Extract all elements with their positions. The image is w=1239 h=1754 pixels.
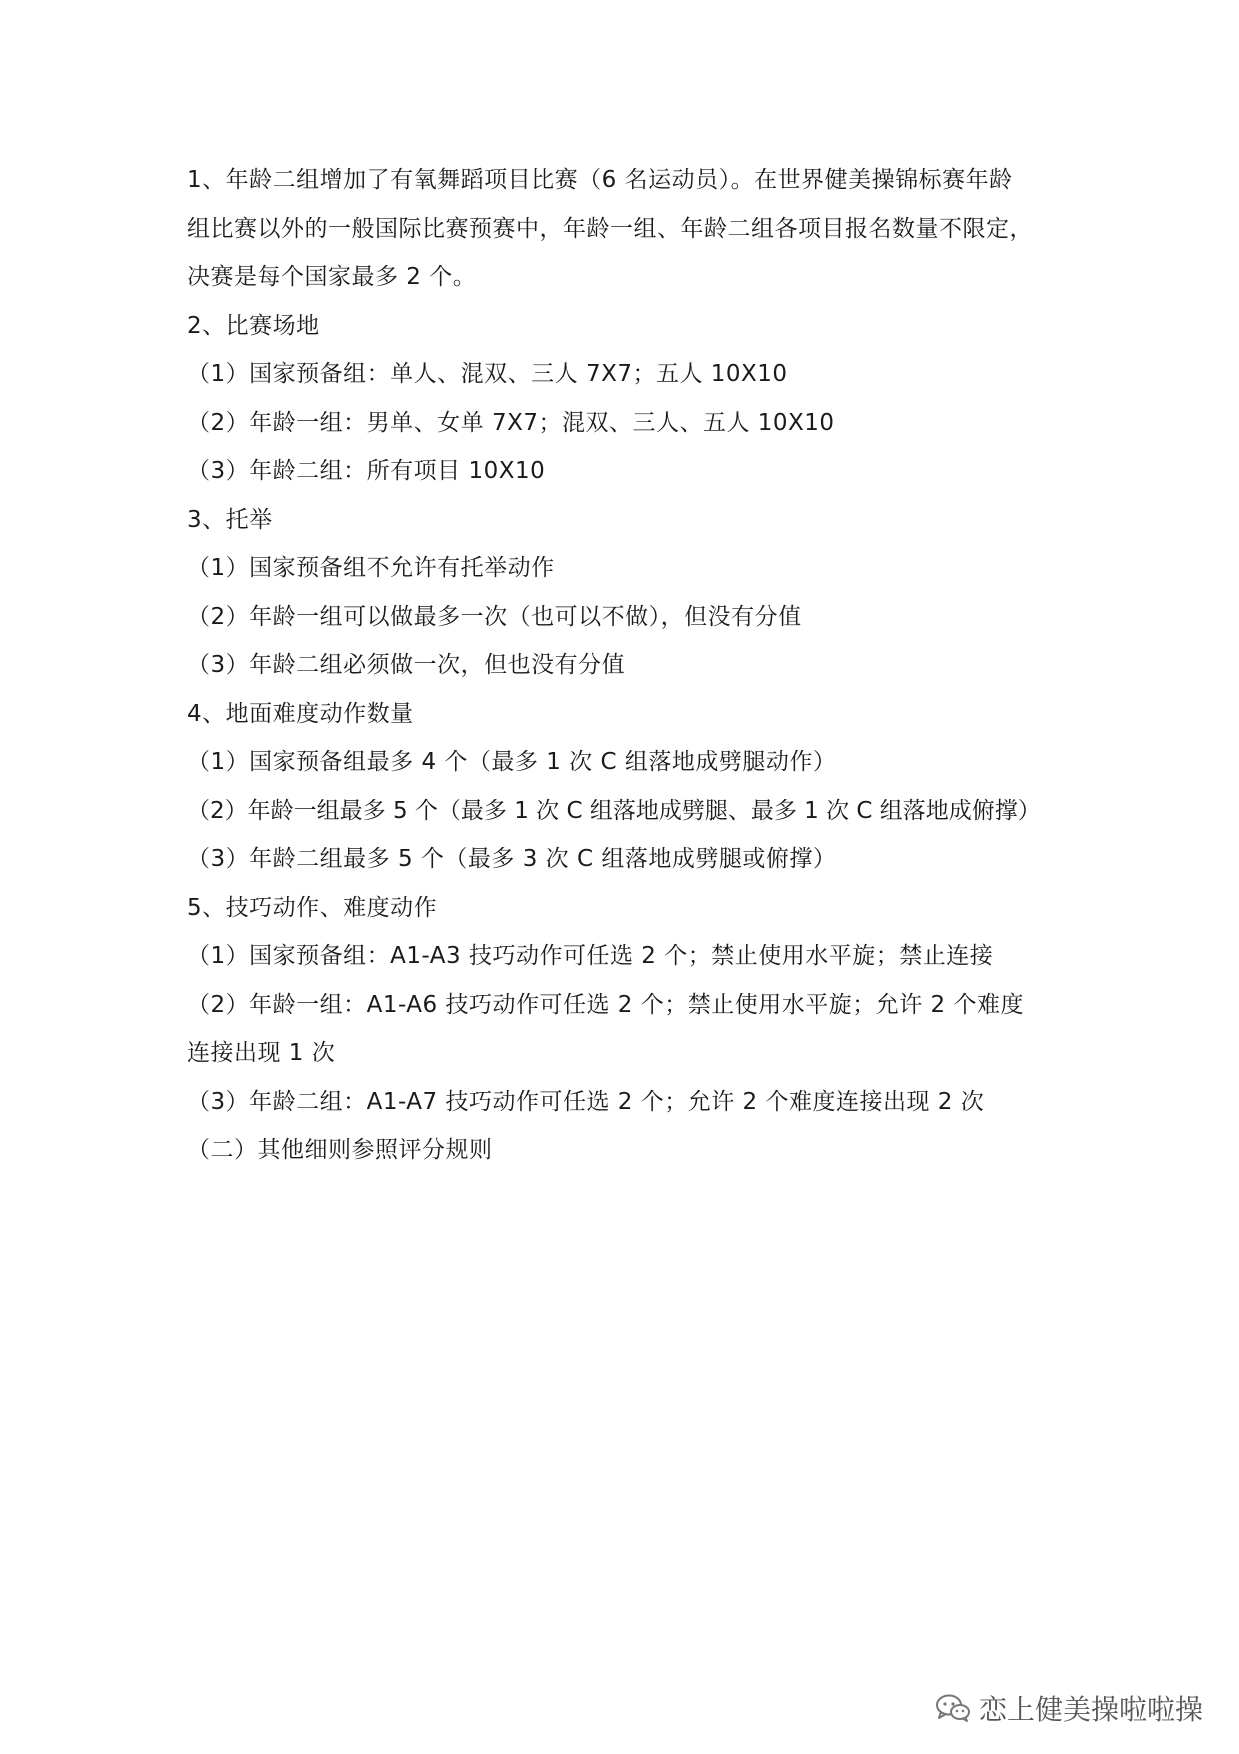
text-line: 组比赛以外的一般国际比赛预赛中，年龄一组、年龄二组各项目报名数量不限定， xyxy=(187,215,1033,242)
text-line: （1）国家预备组最多 4 个（最多 1 次 C 组落地成劈腿动作） xyxy=(187,749,837,775)
text-line: 决赛是每个国家最多 2 个。 xyxy=(187,264,477,290)
text-line: （3）年龄二组最多 5 个（最多 3 次 C 组落地成劈腿或俯撑） xyxy=(187,846,837,872)
wechat-icon xyxy=(935,1693,971,1723)
text-line: （二）其他细则参照评分规则 xyxy=(187,1137,493,1163)
text-line: （3）年龄二组：所有项目 10X10 xyxy=(187,458,546,484)
text-line: （2）年龄一组：男单、女单 7X7；混双、三人、五人 10X10 xyxy=(187,409,835,436)
text-line: 1、年龄二组增加了有氧舞蹈项目比赛（6 名运动员）。在世界健美操锦标赛年龄 xyxy=(187,167,1013,193)
text-line: （2）年龄一组可以做最多一次（也可以不做），但没有分值 xyxy=(187,603,802,630)
watermark xyxy=(935,1688,1203,1728)
text-line: （3）年龄二组必须做一次，但也没有分值 xyxy=(187,652,626,678)
section-heading: 5、技巧动作、难度动作 xyxy=(187,894,438,921)
section-heading: 2、比赛场地 xyxy=(187,312,320,339)
text-line: （2）年龄一组：A1-A6 技巧动作可任选 2 个；禁止使用水平旋；允许 2 个难度 xyxy=(187,991,1024,1018)
section-heading: 4、地面难度动作数量 xyxy=(187,700,414,727)
text-line: （1）国家预备组：A1-A3 技巧动作可任选 2 个；禁止使用水平旋；禁止连接 xyxy=(187,943,994,969)
section-heading: 3、托举 xyxy=(187,506,273,533)
text-line: （2）年龄一组最多 5 个（最多 1 次 C 组落地成劈腿、最多 1 次 C 组落地成俯撑） xyxy=(187,797,1041,824)
text-line: 连接出现 1 次 xyxy=(187,1040,336,1066)
document-body xyxy=(187,156,1057,1175)
text-line: （1）国家预备组不允许有托举动作 xyxy=(187,555,555,581)
watermark-text: 恋上健美操啦啦操 xyxy=(978,1693,1203,1726)
text-line: （3）年龄二组：A1-A7 技巧动作可任选 2 个；允许 2 个难度连接出现 2 次 xyxy=(187,1088,985,1115)
text-line: （1）国家预备组：单人、混双、三人 7X7；五人 10X10 xyxy=(187,361,788,387)
